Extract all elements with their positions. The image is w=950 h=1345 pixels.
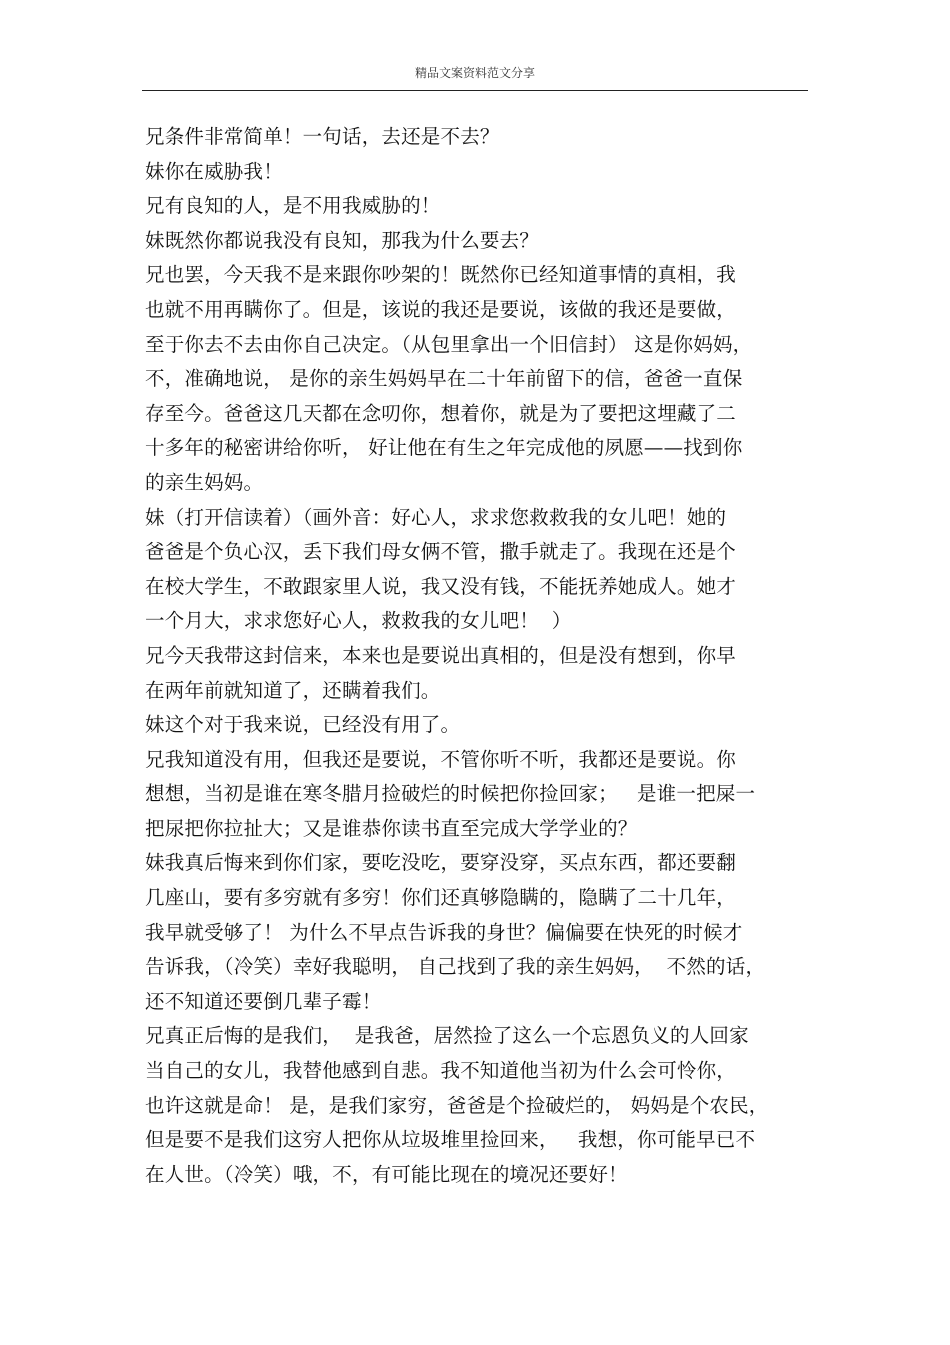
text-line: 存至今。爸爸这几天都在念叨你，想着你，就是为了要把这埋藏了二	[145, 401, 737, 425]
header-divider	[142, 90, 808, 91]
text-line: 还不知道还要倒几辈子霉！	[145, 989, 382, 1013]
text-line: 兄条件非常简单！一句话，去还是不去？	[145, 125, 500, 148]
text-line: 兄也罢，今天我不是来跟你吵架的！既然你已经知道事情的真相，我	[145, 263, 737, 287]
text-line: 在校大学生，不敢跟家里人说，我又没有钱，不能抚养她成人。她才	[145, 574, 737, 598]
text-line: 几座山，要有多穷就有多穷！你们还真够隐瞒的，隐瞒了二十几年，	[145, 886, 737, 910]
text-line: 把尿把你拉扯大；又是谁恭你读书直至完成大学学业的？	[145, 816, 638, 840]
text-line: 妹这个对于我来说，已经没有用了。	[145, 713, 461, 737]
text-line: 想想，当初是谁在寒冬腊月捡破烂的时候把你捡回家； 是谁一把屎一	[145, 782, 756, 806]
text-line: 也许这就是命！ 是，是我们家穷，爸爸是个捡破烂的， 妈妈是个农民，	[145, 1093, 769, 1117]
text-line: 一个月大，求求您好心人，救救我的女儿吧！ ）	[145, 609, 572, 633]
text-line: 兄有良知的人，是不用我威胁的！	[145, 194, 441, 218]
text-line: 妹（打开信读着）（画外音：好心人，求求您救救我的女儿吧！她的	[145, 505, 727, 529]
text-line: 妹我真后悔来到你们家，要吃没吃，要穿没穿，买点东西，都还要翻	[145, 851, 737, 875]
text-line: 当自己的女儿，我替他感到自悲。我不知道他当初为什么会可怜你，	[145, 1059, 737, 1083]
text-line: 兄真正后悔的是我们， 是我爸，居然捡了这么一个忘恩负义的人回家	[145, 1024, 749, 1048]
text-line: 告诉我，（冷笑）幸好我聪明， 自己找到了我的亲生妈妈， 不然的话，	[145, 955, 766, 979]
text-line: 至于你去不去由你自己决定。（从包里拿出一个旧信封） 这是你妈妈，	[145, 332, 753, 356]
text-line: 兄今天我带这封信来，本来也是要说出真相的，但是没有想到，你早	[145, 643, 737, 667]
page-header: 精品文案资料范文分享	[414, 66, 535, 80]
text-line: 妹既然你都说我没有良知，那我为什么要去？	[145, 228, 540, 252]
document-body	[145, 120, 805, 1192]
text-line: 不，准确地说， 是你的亲生妈妈早在二十年前留下的信，爸爸一直保	[145, 367, 743, 391]
text-line: 妹你在威胁我！	[145, 159, 283, 183]
text-line: 的亲生妈妈。	[145, 470, 264, 494]
text-line: 十多年的秘密讲给你听， 好让他在有生之年完成他的夙愿——找到你	[145, 436, 743, 460]
text-line: 兄我知道没有用，但我还是要说，不管你听不听，我都还是要说。你	[145, 747, 737, 771]
text-line: 在人世。（冷笑）哦，不，有可能比现在的境况还要好！	[145, 1162, 628, 1186]
text-line: 在两年前就知道了，还瞒着我们。	[145, 678, 441, 702]
text-line: 也就不用再瞒你了。但是，该说的我还是要说，该做的我还是要做，	[145, 297, 737, 321]
text-line: 我早就受够了！ 为什么不早点告诉我的身世？偏偏要在快死的时候才	[145, 920, 743, 944]
text-line: 但是要不是我们这穷人把你从垃圾堆里捡回来， 我想，你可能早已不	[145, 1128, 756, 1152]
text-line: 爸爸是个负心汉，丢下我们母女俩不管，撒手就走了。我现在还是个	[145, 540, 737, 564]
